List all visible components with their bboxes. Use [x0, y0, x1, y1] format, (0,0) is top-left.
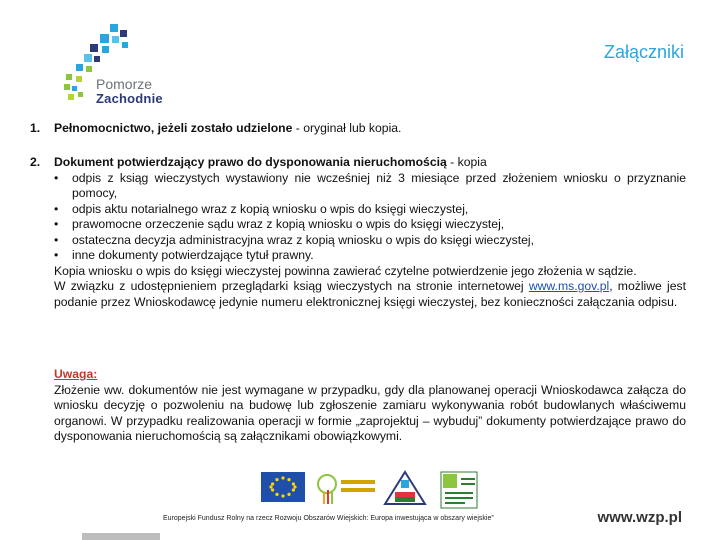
bullet-item: • prawomocne orzeczenie sądu wraz z kopią wniosku o wpis do księgi wieczystej,	[54, 217, 686, 233]
paragraph-text: , możliwe jest podanie przez Wnioskodawcę jedynie numeru elektronicznej księgi wieczystej, bez konieczności załączania odpisu.	[54, 279, 686, 309]
paragraph-registry-info	[54, 279, 686, 310]
item-heading: Dokument potwierdzający prawo do dysponowania nieruchomością	[54, 155, 447, 169]
item-text: - kopia	[446, 155, 487, 169]
bullet-item: • ostateczna decyzja administracyjna wraz z kopią wniosku o wpis do księgi wieczystej,	[54, 233, 686, 249]
paragraph-text: W związku z udostępnieniem przeglądarki ksiąg wieczystych na stronie internetowej	[54, 279, 529, 293]
bullet-item: • odpis z ksiąg wieczystych wystawiony nie wcześniej niż 3 miesiące przed złożeniem wniosku o przyznanie pomocy,	[54, 171, 686, 202]
funding-logos-icon	[255, 466, 495, 514]
item-number: 1.	[30, 121, 41, 135]
note-text: Złożenie ww. dokumentów nie jest wymagane w przypadku, gdy dla planowanej operacji Wnioskodawca załącza do wniosku decyzję o pozwoleniu na budowę lub zgłoszenie zamiaru wykonywania robót budowlanych właściwemu organowi. W przypadku realizowania operacji w formie „zaprojektuj – wybuduj” dokumenty potwierdzające prawo do dysponowania nieruchomością są załącznikami obowiązkowymi.	[54, 382, 686, 444]
bottom-bar	[82, 533, 160, 540]
document-bullet-list	[30, 171, 686, 264]
note-title: Uwaga:	[54, 367, 98, 381]
list-item-1	[30, 121, 686, 137]
ms-gov-link[interactable]: www.ms.gov.pl	[528, 279, 610, 293]
list-item-2	[30, 155, 686, 310]
paragraph-copy-requirement: Kopia wniosku o wpis do księgi wieczystej powinna zawierać czytelne potwierdzenie jego złożenia w sądzie.	[54, 263, 637, 278]
bullet-item: • odpis aktu notarialnego wraz z kopią wniosku o wpis do księgi wieczystej,	[54, 202, 686, 218]
item-text: - oryginał lub kopia.	[292, 121, 402, 135]
footer-caption: Europejski Fundusz Rolny na rzecz Rozwoju Obszarów Wiejskich: Europa inwestująca w obszary wiejskie”	[163, 515, 494, 522]
bullet-item: • inne dokumenty potwierdzające tytuł prawny.	[54, 248, 686, 264]
page-title: Załączniki	[603, 42, 684, 62]
note-box	[54, 367, 686, 445]
item-number: 2.	[30, 155, 41, 169]
logo-line1: Pomorze	[96, 76, 153, 92]
site-url[interactable]: www.wzp.pl	[597, 509, 682, 526]
item-heading: Pełnomocnictwo, jeżeli zostało udzielone	[54, 121, 293, 135]
logo-line2: Zachodnie	[96, 91, 163, 106]
